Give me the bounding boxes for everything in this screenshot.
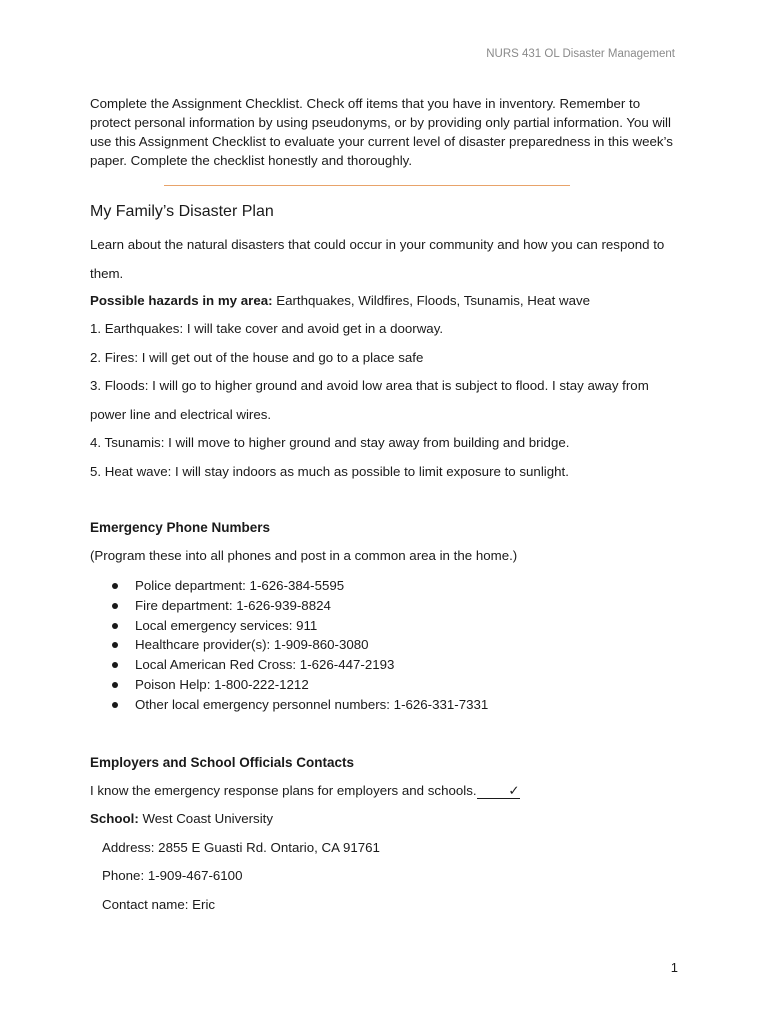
school-phone: Phone: 1-909-467-6100 xyxy=(102,868,243,883)
list-item xyxy=(110,576,488,596)
response-tsunamis: 4. Tsunamis: I will move to higher ground and stay away from building and bridge. xyxy=(90,435,570,450)
response-earthquakes: 1. Earthquakes: I will take cover and avoid get in a doorway. xyxy=(90,321,444,336)
page-header: NURS 431 OL Disaster Management xyxy=(486,48,675,60)
bullet-icon xyxy=(112,702,118,708)
phone-red-cross: Local American Red Cross: 1-626-447-2193 xyxy=(135,657,395,673)
phone-poison: Poison Help: 1-800-222-1212 xyxy=(135,676,309,692)
section-divider xyxy=(164,185,570,186)
contacts-statement-line xyxy=(90,777,680,806)
phone-list xyxy=(110,576,488,715)
school-contact-name: Contact name: Eric xyxy=(102,897,216,912)
bullet-icon xyxy=(112,603,118,609)
response-heat-wave: 5. Heat wave: I will stay indoors as much as possible to limit exposure to sunlight. xyxy=(90,464,569,479)
plan-title: My Family’s Disaster Plan xyxy=(90,203,274,220)
check-mark-icon: ✓ xyxy=(477,784,520,799)
response-fires: 2. Fires: I will get out of the house and go to a place safe xyxy=(90,350,424,365)
phone-other: Other local emergency personnel numbers: 1-626-331-7331 xyxy=(135,696,489,712)
bullet-icon xyxy=(112,682,118,688)
phones-note: (Program these into all phones and post in a common area in the home.) xyxy=(90,548,518,563)
bullet-icon xyxy=(112,642,118,648)
intro-paragraph: Complete the Assignment Checklist. Check off items that you have in inventory. Remember to protect personal information by using pseudonyms, or by providing only partial information. You will use this Assignment Checklist to evaluate your current level of disaster preparedness in this week’s paper. Complete the checklist honestly and thoroughly. xyxy=(90,96,673,168)
bullet-icon xyxy=(112,662,118,668)
phones-title: Emergency Phone Numbers xyxy=(90,520,271,535)
contacts-title: Employers and School Officials Contacts xyxy=(90,755,355,770)
page-number: 1 xyxy=(670,960,678,975)
list-item xyxy=(110,616,488,636)
phone-healthcare: Healthcare provider(s): 1-909-860-3080 xyxy=(135,637,369,653)
list-item xyxy=(110,635,488,655)
hazards-label: Possible hazards in my area: xyxy=(90,293,273,308)
phone-emergency: Local emergency services: 911 xyxy=(135,617,318,633)
contacts-statement: I know the emergency response plans for employers and schools. xyxy=(90,783,477,798)
bullet-icon xyxy=(112,583,118,589)
response-floods: 3. Floods: I will go to higher ground and avoid low area that is subject to flood. I stay away from power line and electrical wires. xyxy=(90,378,649,422)
school-label: School: xyxy=(90,811,139,826)
phone-fire: Fire department: 1-626-939-8824 xyxy=(135,597,331,613)
school-address: Address: 2855 E Guasti Rd. Ontario, CA 91761 xyxy=(102,840,380,855)
hazards-value: Earthquakes, Wildfires, Floods, Tsunamis, Heat wave xyxy=(272,293,591,308)
hazards-line xyxy=(90,287,680,316)
list-item xyxy=(110,675,488,695)
phone-police: Police department: 1-626-384-5595 xyxy=(135,578,345,593)
list-item xyxy=(110,655,488,675)
list-item xyxy=(110,596,488,616)
school-value: West Coast University xyxy=(138,811,274,826)
bullet-icon xyxy=(112,623,118,629)
list-item xyxy=(110,695,488,715)
school-line xyxy=(90,805,680,834)
plan-description: Learn about the natural disasters that could occur in your community and how you can respond to them. xyxy=(90,237,665,281)
